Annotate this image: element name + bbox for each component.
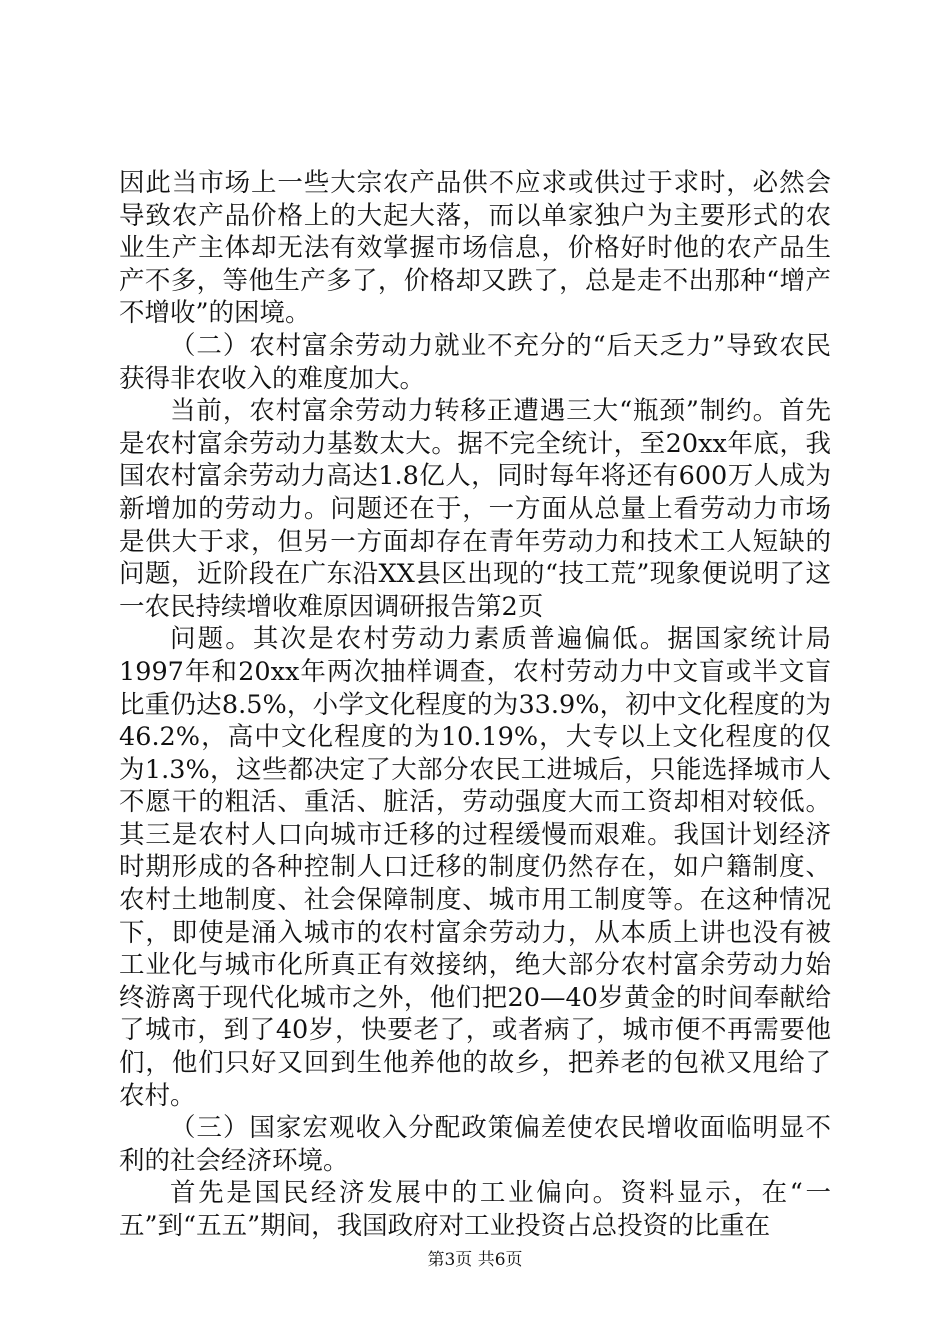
paragraph-1: 因此当市场上一些大宗农产品供不应求或供过于求时，必然会导致农产品价格上的大起大落，而以单家独户为主要形式的农业生产主体却无法有效掌握市场信息，价格好时他的农产品生产不多，等他生产多了，价格却又跌了，总是走不出那种“增产不增收”的困境。: [119, 168, 831, 329]
paragraph-3: 当前，农村富余劳动力转移正遭遇三大“瓶颈”制约。首先是农村富余劳动力基数太大。据不完全统计，至20xx年底，我国农村富余劳动力高达1.8亿人，同时每年将还有600万人成为新增加的劳动力。问题还在于，一方面从总量上看劳动力市场是供大于求，但另一方面却存在青年劳动力和技术工人短缺的问题，近阶段在广东沿XX县区出现的“技工荒”现象便说明了这一农民持续增收难原因调研报告第2页: [119, 396, 831, 622]
paragraph-4: 问题。其次是农村劳动力素质普遍偏低。据国家统计局1997年和20xx年两次抽样调查，农村劳动力中文盲或半文盲比重仍达8.5%，小学文化程度的为33.9%，初中文化程度的为46.2%，高中文化程度的为10.19%，大专以上文化程度的仅为1.3%，这些都决定了大部分农民工进城后，只能选择城市人不愿干的粗活、重活、脏活，劳动强度大而工资却相对较低。其三是农村人口向城市迁移的过程缓慢而艰难。我国计划经济时期形成的各种控制人口迁移的制度仍然存在，如户籍制度、农村土地制度、社会保障制度、城市用工制度等。在这种情况下，即使是涌入城市的农村富余劳动力，从本质上讲也没有被工业化与城市化所真正有效接纳，绝大部分农村富余劳动力始终游离于现代化城市之外，他们把20—40岁黄金的时间奉献给了城市，到了40岁，快要老了，或者病了，城市便不再需要他们，他们只好又回到生他养他的故乡，把养老的包袱又甩给了农村。: [119, 624, 831, 1111]
document-body: [119, 167, 831, 1243]
page-footer: 第3页 共6页: [427, 1250, 523, 1270]
paragraph-5-heading: （三）国家宏观收入分配政策偏差使农民增收面临明显不利的社会经济环境。: [119, 1113, 831, 1176]
paragraph-6: 首先是国民经济发展中的工业偏向。资料显示，在“一五”到“五五”期间，我国政府对工业投资占总投资的比重在: [119, 1178, 831, 1241]
paragraph-2-heading: （二）农村富余劳动力就业不充分的“后天乏力”导致农民获得非农收入的难度加大。: [119, 330, 831, 394]
